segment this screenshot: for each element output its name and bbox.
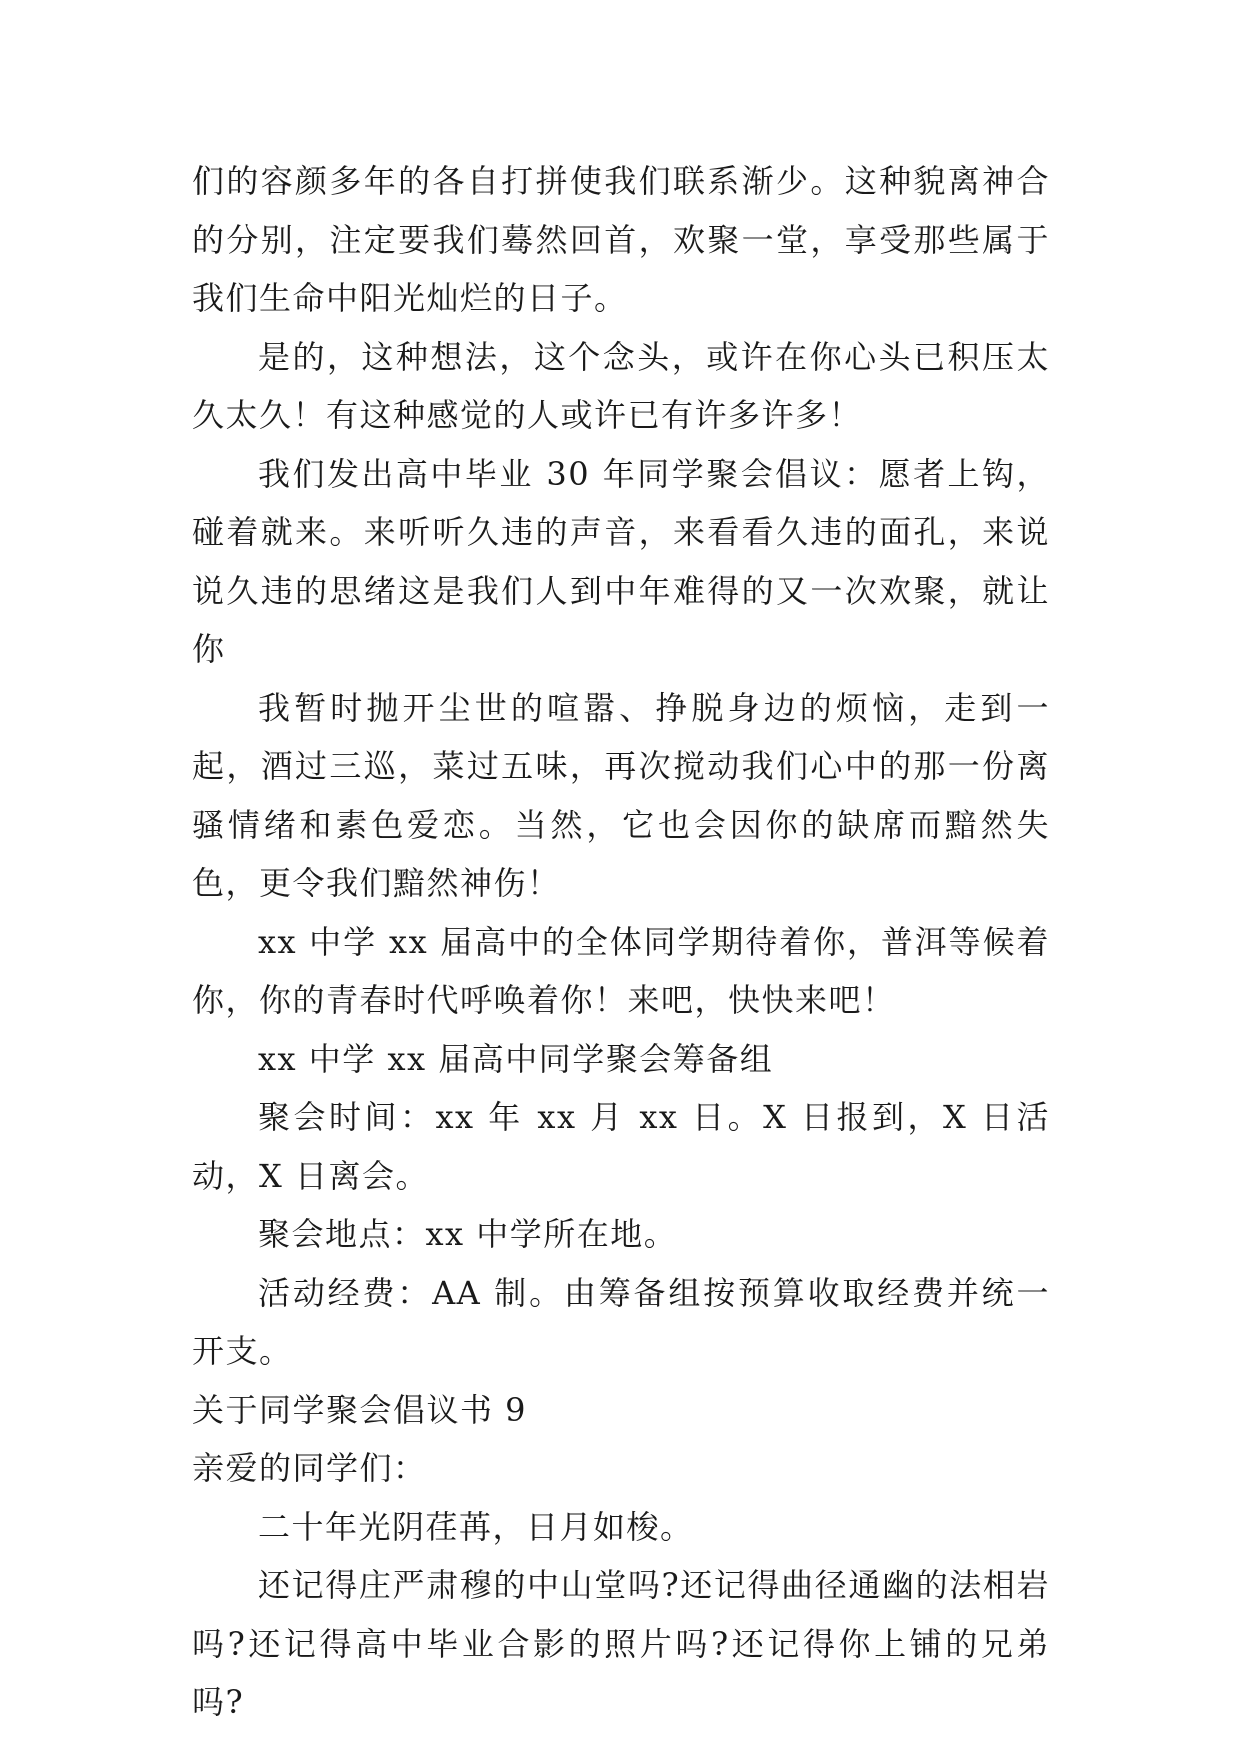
paragraph: 是的，这种想法，这个念头，或许在你心头已积压太久太久！有这种感觉的人或许已有许多许多！ — [192, 337, 1050, 434]
paragraph: xx 中学 xx 届高中的全体同学期待着你，普洱等候着你，你的青春时代呼唤着你！来吧，快快来吧！ — [192, 922, 1050, 1019]
section-title: 关于同学聚会倡议书 9 — [192, 1390, 528, 1429]
paragraph: 我们发出高中毕业 30 年同学聚会倡议：愿者上钩，碰着就来。来听听久违的声音，来看看久违的面孔，来说说久违的思绪这是我们人到中年难得的又一次欢聚，就让你 — [192, 454, 1050, 668]
document-page — [192, 152, 1050, 1732]
paragraph: 们的容颜多年的各自打拼使我们联系渐少。这种貌离神合的分别，注定要我们蓦然回首，欢聚一堂，享受那些属于我们生命中阳光灿烂的日子。 — [192, 162, 1050, 317]
activity-fee: 活动经费：AA 制。由筹备组按预算收取经费并统一开支。 — [192, 1273, 1050, 1370]
paragraph: 二十年光阴荏苒，日月如梭。 — [258, 1507, 694, 1546]
meeting-location: 聚会地点：xx 中学所在地。 — [258, 1215, 678, 1253]
paragraph: 我暂时抛开尘世的喧嚣、挣脱身边的烦恼，走到一起，酒过三巡，菜过五味，再次搅动我们心中的那一份离骚情绪和素色爱恋。当然，它也会因你的缺席而黯然失色，更令我们黯然神伤！ — [192, 688, 1050, 902]
salutation: 亲爱的同学们： — [192, 1449, 427, 1487]
signature-line: xx 中学 xx 届高中同学聚会筹备组 — [258, 1039, 774, 1078]
meeting-time: 聚会时间：xx 年 xx 月 xx 日。X 日报到，X 日活动，X 日离会。 — [192, 1098, 1050, 1195]
paragraph: 还记得庄严肃穆的中山堂吗?还记得曲径通幽的法相岩吗?还记得高中毕业合影的照片吗?还记得你上铺的兄弟吗? — [192, 1566, 1050, 1721]
